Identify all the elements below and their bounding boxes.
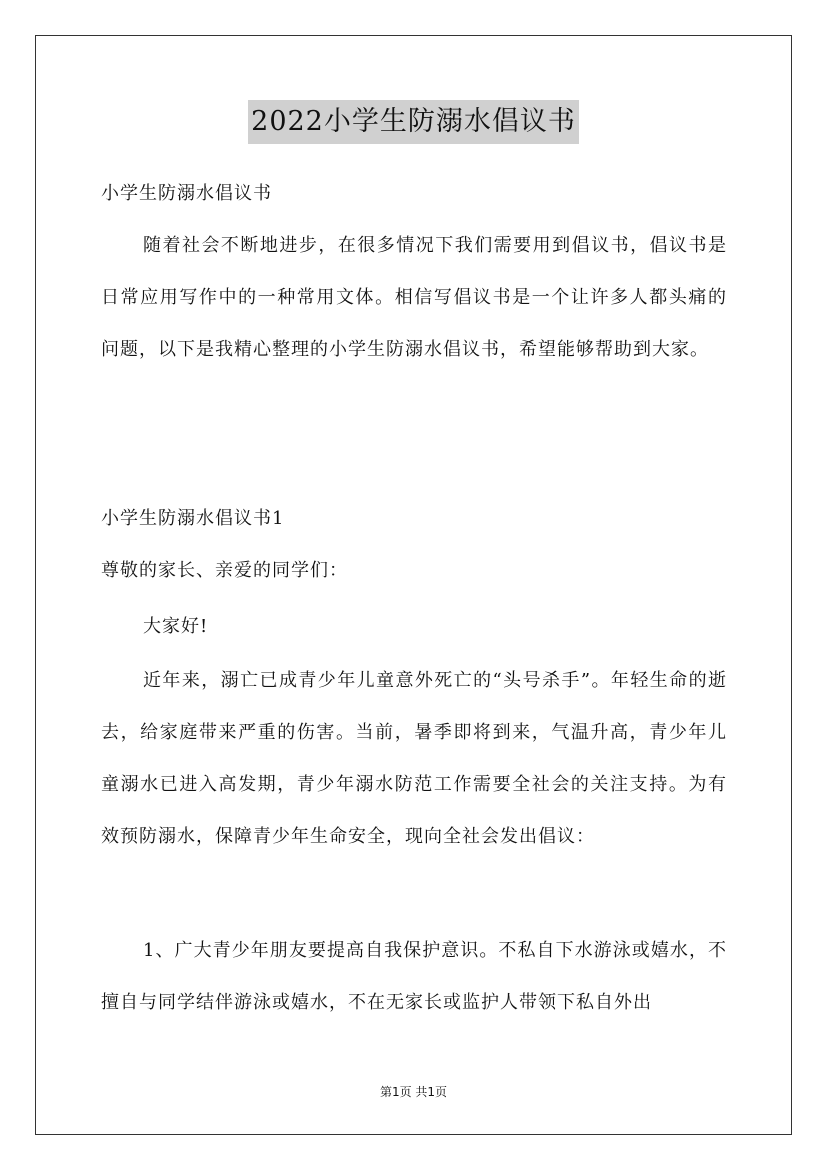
body-paragraph-2: 1、广大青少年朋友要提高自我保护意识。不私自下水游泳或嬉水，不擅自与同学结伴游泳或嬉水，不在无家长或监护人带领下私自外出 [101,940,727,1013]
section-heading: 小学生防溺水倡议书 [101,183,272,204]
document-title: 2022小学生防溺水倡议书 [248,100,579,144]
body-paragraph-1: 近年来，溺亡已成青少年儿童意外死亡的“头号杀手”。年轻生命的逝去，给家庭带来严重的伤害。当前，暑季即将到来，气温升高，青少年儿童溺水已进入高发期，青少年溺水防范工作需要全社会的关注支持。为有效预防溺水，保障青少年生命安全，现向全社会发出倡议： [101,670,727,847]
greeting: 大家好! [143,616,209,637]
page-footer: 第1页 共1页 [379,1085,448,1099]
document-title-wrapper [0,100,827,144]
intro-paragraph: 随着社会不断地进步，在很多情况下我们需要用到倡议书，倡议书是日常应用写作中的一种常用文体。相信写倡议书是一个让许多人都头痛的问题，以下是我精心整理的小学生防溺水倡议书，希望能够帮助到大家。 [101,235,727,360]
letter-heading: 小学生防溺水倡议书1 [101,508,285,529]
salutation: 尊敬的家长、亲爱的同学们： [101,560,348,581]
